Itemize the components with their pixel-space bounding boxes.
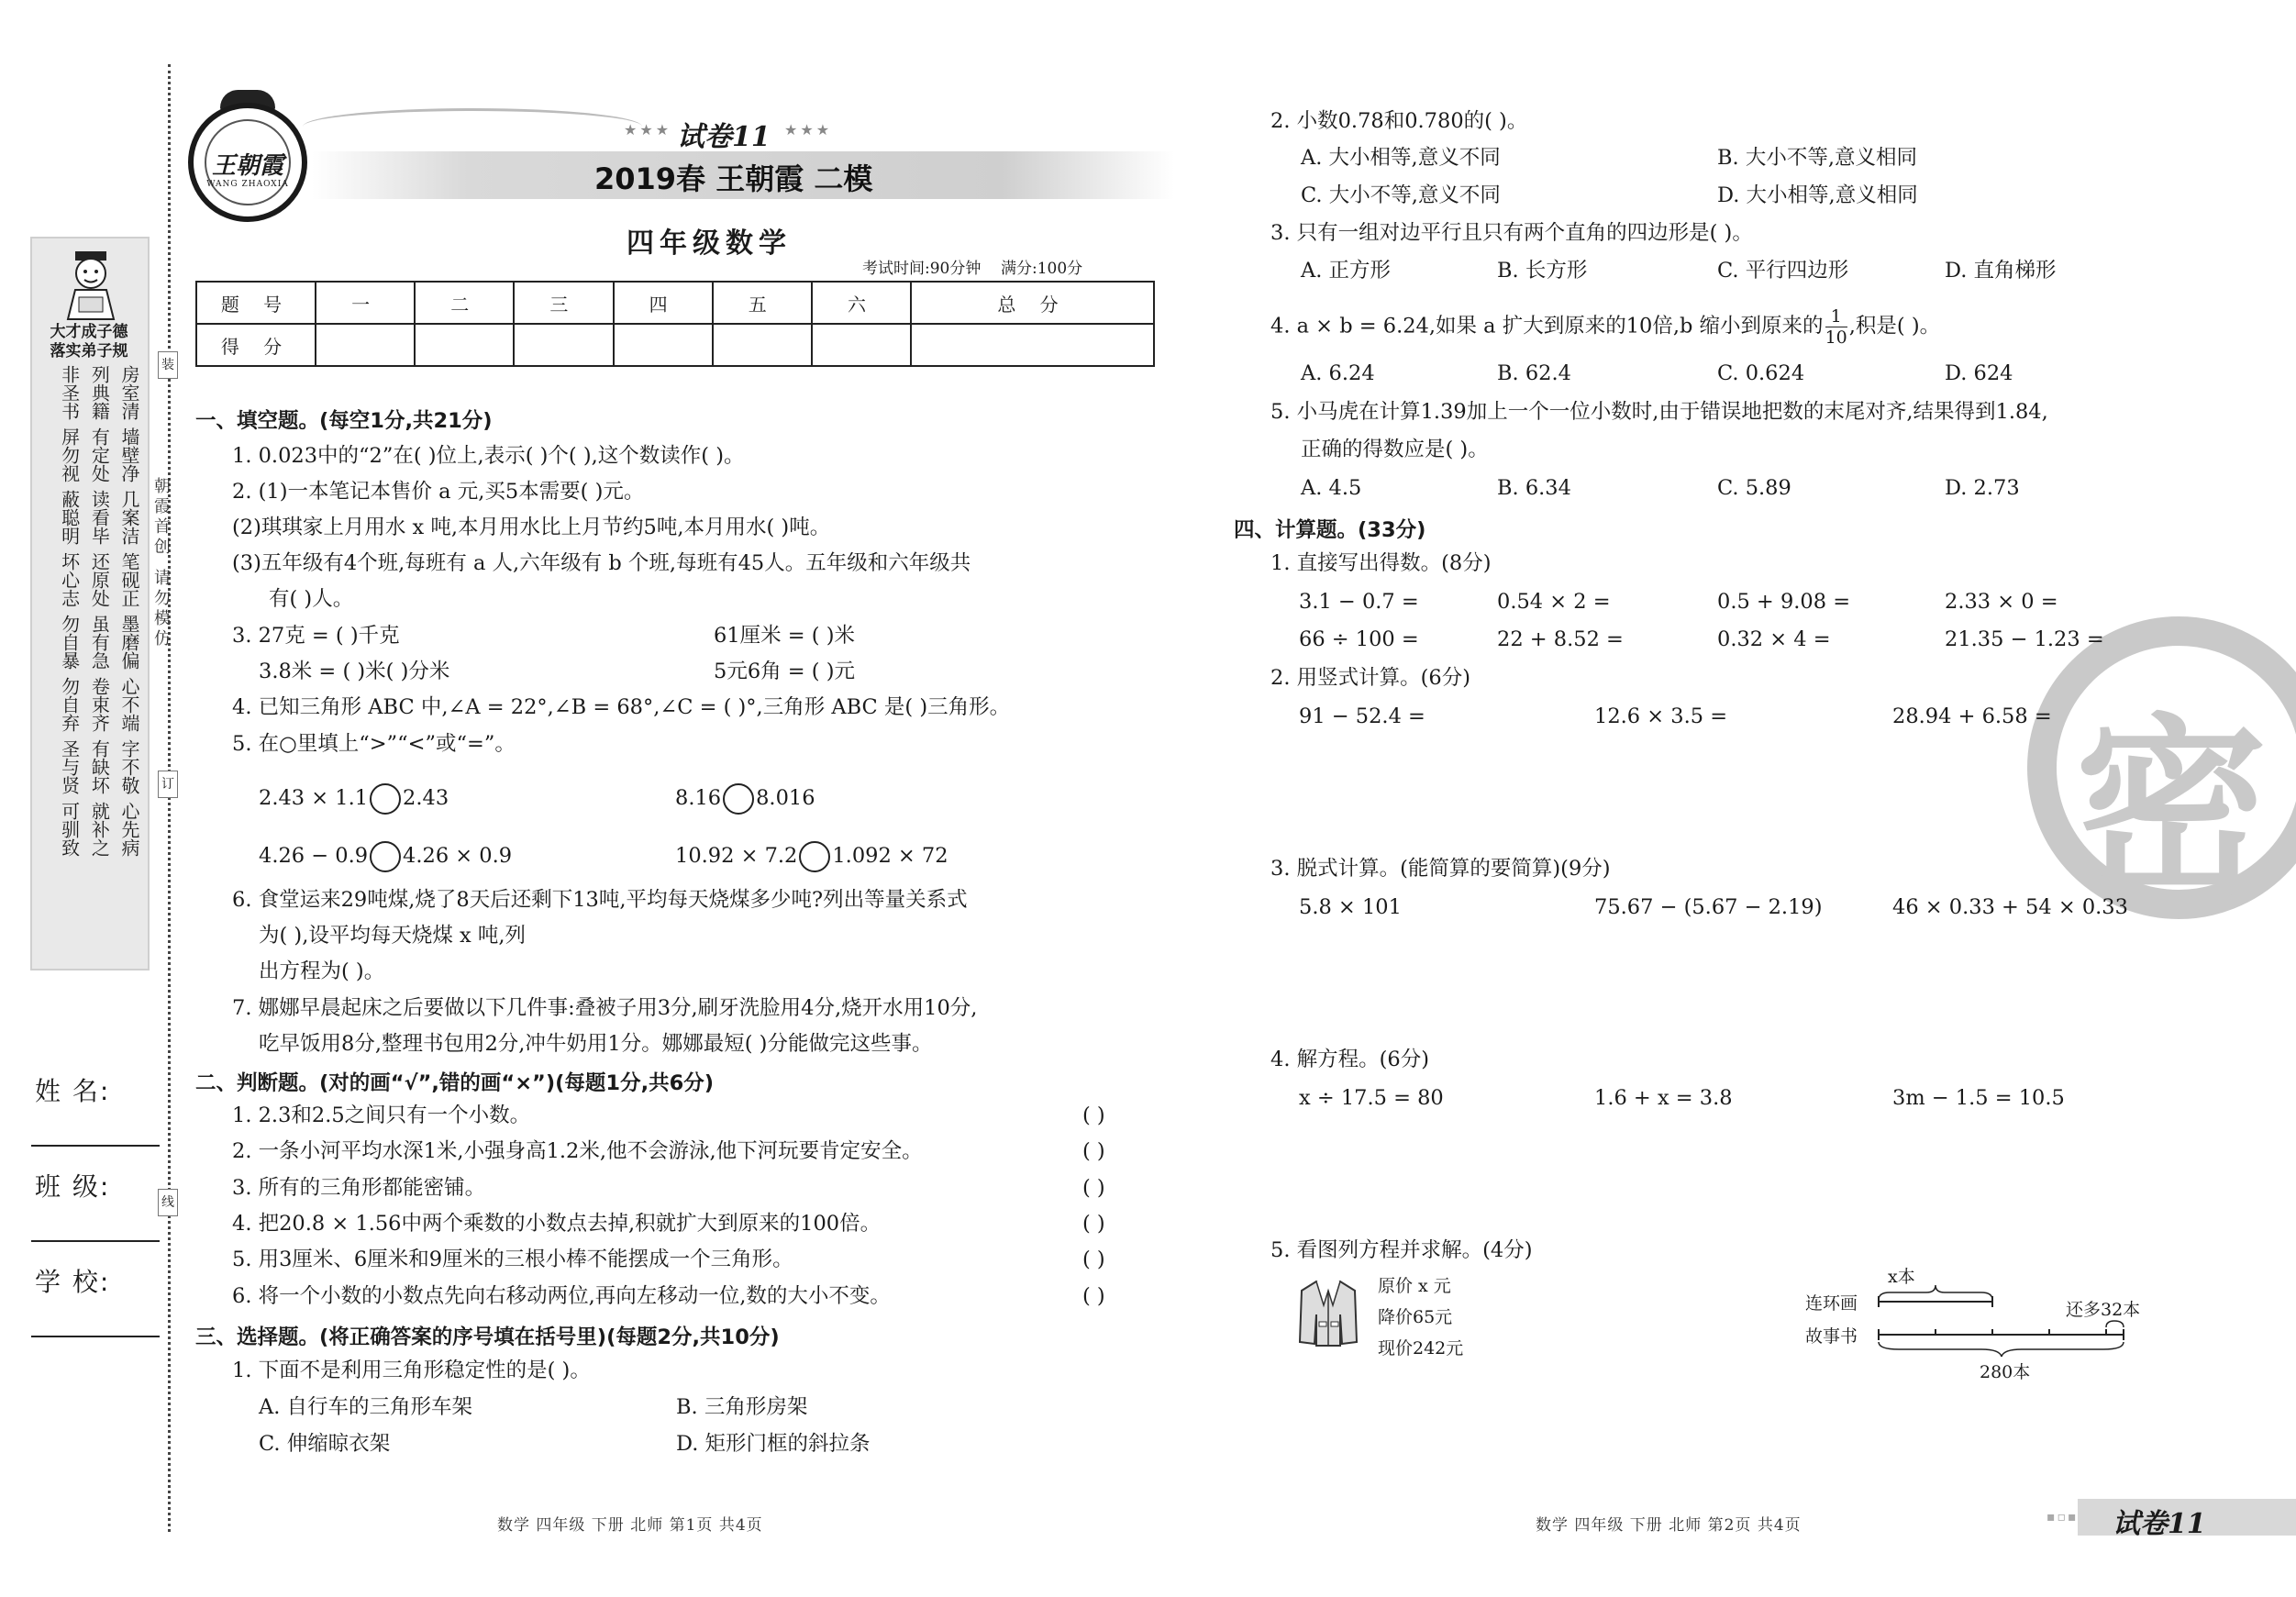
binding-mark-1: 装 bbox=[158, 351, 178, 379]
jacket-illustration bbox=[1298, 1278, 1359, 1347]
score-header-cell: 三 bbox=[514, 282, 613, 324]
compare-item bbox=[259, 783, 449, 815]
compare-circle[interactable] bbox=[723, 783, 754, 815]
judge-bracket[interactable]: ( ) bbox=[1082, 1139, 1105, 1163]
s3-q3-option: D. 直角梯形 bbox=[1945, 259, 2057, 283]
score-value-row bbox=[196, 324, 1154, 366]
verse-col: 非圣书 bbox=[58, 365, 81, 420]
compare-circle[interactable] bbox=[370, 783, 401, 815]
verse-col: 圣与贤 bbox=[58, 739, 81, 794]
verse-col: 字不敬 bbox=[117, 739, 140, 794]
stars-left: ★★★ bbox=[624, 121, 672, 139]
binding-mark-2: 订 bbox=[158, 771, 178, 798]
score-cell[interactable] bbox=[911, 324, 1154, 366]
s1-q3-c: 3.8米 = ( )米( )分米 bbox=[259, 660, 450, 683]
s3-q2-option: C. 大小不等,意义不同 bbox=[1301, 183, 1501, 207]
paper-title: 2019春 王朝霞 二模 bbox=[594, 161, 873, 196]
s3-q4-option: B. 62.4 bbox=[1497, 361, 1571, 385]
sidebar-verses bbox=[37, 365, 145, 864]
paper-tab bbox=[2046, 1499, 2296, 1540]
s3-q3: 3. 只有一组对边平行且只有两个直角的四边形是( )。 bbox=[1270, 221, 1753, 245]
equation: 3m − 1.5 = 10.5 bbox=[1892, 1086, 2065, 1110]
judge-bracket[interactable]: ( ) bbox=[1082, 1212, 1105, 1236]
compare-right: 8.016 bbox=[756, 786, 815, 810]
mental-calc: 0.54 × 2 = bbox=[1497, 590, 1611, 614]
s3-q2: 2. 小数0.78和0.780的( )。 bbox=[1270, 109, 1528, 133]
subject-title: 四年级数学 bbox=[627, 227, 792, 260]
s3-q4-option: A. 6.24 bbox=[1301, 361, 1375, 385]
brand-logo bbox=[188, 103, 307, 222]
s3-q1-option: A. 自行车的三角形车架 bbox=[259, 1395, 473, 1419]
mental-calc: 0.32 × 4 = bbox=[1717, 627, 1831, 651]
score-cell[interactable] bbox=[514, 324, 613, 366]
compare-circle[interactable] bbox=[370, 841, 401, 872]
tab-text: 试卷11 bbox=[2113, 1508, 2206, 1540]
section-2-title: 二、判断题。(对的画“√”,错的画“×”)(每题1分,共6分) bbox=[195, 1071, 715, 1095]
judge-bracket[interactable]: ( ) bbox=[1082, 1103, 1105, 1127]
s3-q2-option: D. 大小相等,意义相同 bbox=[1717, 183, 1918, 207]
paper-number: 试卷11 bbox=[677, 121, 771, 153]
compare-item bbox=[675, 783, 815, 815]
verse-group bbox=[37, 802, 145, 857]
s3-q5-option: C. 5.89 bbox=[1717, 476, 1791, 500]
s1-q6b: 为( ),设平均每天烧煤 x 吨,列 bbox=[259, 924, 527, 948]
s3-q5-option: A. 4.5 bbox=[1301, 476, 1362, 500]
score-header-cell: 一 bbox=[316, 282, 415, 324]
exam-time: 考试时间:90分钟 bbox=[862, 260, 982, 278]
score-header-cell: 二 bbox=[415, 282, 514, 324]
verse-col: 心先病 bbox=[117, 802, 140, 857]
section-4-title: 四、计算题。(33分) bbox=[1234, 518, 1426, 542]
s1-q7b: 吃早饭用8分,整理书包用2分,冲牛奶用1分。娜娜最短( )分能做完这些事。 bbox=[259, 1032, 933, 1056]
diagram-story-label: 故事书 bbox=[1805, 1326, 1858, 1347]
score-header-row bbox=[196, 282, 1154, 324]
class-field[interactable] bbox=[31, 1240, 160, 1242]
school-label: 学 校: bbox=[35, 1267, 111, 1297]
name-label: 姓 名: bbox=[35, 1076, 111, 1106]
verse-col: 有定处 bbox=[88, 427, 111, 482]
ribbon-decoration bbox=[303, 108, 642, 145]
verse-group bbox=[37, 365, 145, 420]
s1-q6: 6. 食堂运来29吨煤,烧了8天后还剩下13吨,平均每天烧煤多少吨?列出等量关系式 bbox=[232, 888, 968, 912]
s1-q1: 1. 0.023中的“2”在( )位上,表示( )个( ),这个数读作( )。 bbox=[232, 444, 745, 468]
diagram-x-label: x本 bbox=[1888, 1267, 1915, 1287]
stars-right: ★★★ bbox=[784, 121, 833, 139]
s3-q1-option: B. 三角形房架 bbox=[676, 1395, 808, 1419]
s3-q3-option: A. 正方形 bbox=[1301, 259, 1392, 283]
price-current: 现价242元 bbox=[1378, 1338, 1464, 1359]
name-field[interactable] bbox=[31, 1145, 160, 1147]
score-cell[interactable] bbox=[415, 324, 514, 366]
compare-circle[interactable] bbox=[799, 841, 830, 872]
compare-right: 4.26 × 0.9 bbox=[403, 844, 513, 868]
mental-calc: 3.1 − 0.7 = bbox=[1299, 590, 1419, 614]
s3-q1-option: D. 矩形门框的斜拉条 bbox=[676, 1432, 871, 1456]
fraction-numerator: 1 bbox=[1825, 306, 1847, 327]
score-row-label: 得 分 bbox=[196, 324, 316, 366]
mental-calc: 22 + 8.52 = bbox=[1497, 627, 1624, 651]
section-3-title: 三、选择题。(将正确答案的序号填在括号里)(每题2分,共10分) bbox=[195, 1325, 780, 1349]
s1-q5: 5. 在○里填上“>”“<”或“=”。 bbox=[232, 732, 516, 756]
s3-q1-option: C. 伸缩晾衣架 bbox=[259, 1432, 391, 1456]
fraction bbox=[1825, 306, 1847, 348]
s4-p5: 5. 看图列方程并求解。(4分) bbox=[1270, 1238, 1533, 1262]
s1-q3-d: 5元6角 = ( )元 bbox=[714, 660, 855, 683]
verse-col: 坏心志 bbox=[58, 552, 81, 607]
motto-line-1: 大才成子德 bbox=[50, 323, 128, 341]
stepwise-calc: 46 × 0.33 + 54 × 0.33 bbox=[1892, 895, 2128, 919]
s1-q4: 4. 已知三角形 ABC 中,∠A = 22°,∠B = 68°,∠C = ( )°,三角形 ABC 是( )三角形。 bbox=[232, 695, 1011, 719]
verse-group bbox=[37, 677, 145, 732]
diagram-total-label: 280本 bbox=[1980, 1362, 2031, 1382]
verse-col: 列典籍 bbox=[88, 365, 111, 420]
score-cell[interactable] bbox=[713, 324, 812, 366]
s3-q1: 1. 下面不是利用三角形稳定性的是( )。 bbox=[232, 1359, 591, 1382]
s1-q2-2: (2)琪琪家上月用水 x 吨,本月用水比上月节约5吨,本月用水( )吨。 bbox=[232, 516, 831, 539]
compare-right: 2.43 bbox=[403, 786, 449, 810]
verse-group bbox=[37, 490, 145, 545]
score-header-cell: 六 bbox=[812, 282, 911, 324]
motto-line-2: 落实弟子规 bbox=[50, 342, 128, 360]
equation: x ÷ 17.5 = 80 bbox=[1299, 1086, 1444, 1110]
judge-item: 5. 用3厘米、6厘米和9厘米的三根小棒不能摆成一个三角形。 bbox=[232, 1248, 793, 1271]
s3-q5: 5. 小马虎在计算1.39加上一个一位小数时,由于错误地把数的末尾对齐,结果得到1.84, bbox=[1270, 400, 2048, 424]
binding-mark-3: 线 bbox=[158, 1189, 178, 1216]
logo-subtitle: WANG ZHAOXIA bbox=[206, 180, 289, 189]
verse-group bbox=[37, 739, 145, 794]
score-header-cell: 总 分 bbox=[911, 282, 1154, 324]
column-calc: 28.94 + 6.58 = bbox=[1892, 704, 2052, 728]
score-header-cell: 五 bbox=[713, 282, 812, 324]
verse-col: 卷束齐 bbox=[88, 677, 111, 732]
verse-col: 虽有急 bbox=[88, 615, 111, 670]
sidebar-motto bbox=[33, 323, 145, 361]
column-calc: 91 − 52.4 = bbox=[1299, 704, 1425, 728]
s4-p3: 3. 脱式计算。(能简算的要简算)(9分) bbox=[1270, 857, 1611, 881]
mental-calc: 66 ÷ 100 = bbox=[1299, 627, 1419, 651]
verse-col: 还原处 bbox=[88, 552, 111, 607]
judge-item: 2. 一条小河平均水深1米,小强身高1.2米,他不会游泳,他下河玩要肯定安全。 bbox=[232, 1139, 923, 1163]
s1-q6c: 出方程为( )。 bbox=[259, 959, 385, 983]
equation: 1.6 + x = 3.8 bbox=[1594, 1086, 1733, 1110]
s3-q5-option: D. 2.73 bbox=[1945, 476, 2020, 500]
compare-left: 10.92 × 7.2 bbox=[675, 844, 798, 868]
s3-q5b: 正确的得数应是( )。 bbox=[1301, 438, 1489, 461]
confidential-stamp bbox=[2027, 616, 2296, 922]
mental-calc: 0.5 + 9.08 = bbox=[1717, 590, 1851, 614]
price-discount: 降价65元 bbox=[1378, 1307, 1453, 1327]
verse-col: 笔砚正 bbox=[117, 552, 140, 607]
score-table bbox=[195, 281, 1155, 367]
s3-q3-option: B. 长方形 bbox=[1497, 259, 1588, 283]
stepwise-calc: 5.8 × 101 bbox=[1299, 895, 1402, 919]
verse-col: 就补之 bbox=[88, 802, 111, 857]
stamp-char: 密 bbox=[2075, 697, 2268, 922]
section-1-title: 一、填空题。(每空1分,共21分) bbox=[195, 409, 493, 433]
s1-q2-3: (3)五年级有4个班,每班有 a 人,六年级有 b 个班,每班有45人。五年级和六年级共 bbox=[232, 551, 971, 575]
compare-item bbox=[259, 841, 512, 872]
s4-p1: 1. 直接写出得数。(8分) bbox=[1270, 551, 1492, 575]
s1-q3-a: 3. 27克 = ( )千克 bbox=[232, 624, 400, 648]
verse-group bbox=[37, 552, 145, 607]
verse-col: 墙壁净 bbox=[117, 427, 140, 482]
s1-q3-b: 61厘米 = ( )米 bbox=[714, 624, 855, 648]
verse-group bbox=[37, 615, 145, 670]
diagram-comic-label: 连环画 bbox=[1805, 1293, 1858, 1314]
judge-bracket[interactable]: ( ) bbox=[1082, 1248, 1105, 1271]
s3-q4-option: C. 0.624 bbox=[1717, 361, 1805, 385]
verse-col: 可驯致 bbox=[58, 802, 81, 857]
s1-q7: 7. 娜娜早晨起床之后要做以下几件事:叠被子用3分,刷牙洗脸用4分,烧开水用10分, bbox=[232, 996, 978, 1020]
price-original: 原价 x 元 bbox=[1378, 1276, 1451, 1296]
verse-col: 墨磨偏 bbox=[117, 615, 140, 670]
full-score: 满分:100分 bbox=[1000, 260, 1083, 278]
verse-col: 几案洁 bbox=[117, 490, 140, 545]
column-calc: 12.6 × 3.5 = bbox=[1594, 704, 1728, 728]
s3-q4 bbox=[1270, 306, 1940, 348]
compare-left: 8.16 bbox=[675, 786, 722, 810]
s4-p4: 4. 解方程。(6分) bbox=[1270, 1048, 1429, 1071]
binding-line bbox=[168, 64, 171, 1532]
stepwise-calc: 75.67 − (5.67 − 2.19) bbox=[1594, 895, 1823, 919]
verse-col: 勿自弃 bbox=[58, 677, 81, 732]
verse-col: 屏勿视 bbox=[58, 427, 81, 482]
s3-q2-option: A. 大小相等,意义不同 bbox=[1301, 146, 1501, 170]
footer-left: 数学 四年级 下册 北师 第1页 共4页 bbox=[497, 1516, 763, 1535]
judge-item: 1. 2.3和2.5之间只有一个小数。 bbox=[232, 1103, 531, 1127]
score-cell[interactable] bbox=[614, 324, 713, 366]
compare-item bbox=[675, 841, 948, 872]
vertical-note-2: 请勿模仿 bbox=[151, 569, 171, 649]
compare-left: 4.26 − 0.9 bbox=[259, 844, 369, 868]
verse-col: 蔽聪明 bbox=[58, 490, 81, 545]
s1-q2-3b: 有( )人。 bbox=[269, 587, 354, 611]
verse-col: 心不端 bbox=[117, 677, 140, 732]
mental-calc: 2.33 × 0 = bbox=[1945, 590, 2058, 614]
school-field[interactable] bbox=[31, 1336, 160, 1337]
verse-col: 勿自暴 bbox=[58, 615, 81, 670]
score-header-cell: 题 号 bbox=[196, 282, 316, 324]
compare-right: 1.092 × 72 bbox=[832, 844, 948, 868]
verse-col: 有缺坏 bbox=[88, 739, 111, 794]
s3-q4-option: D. 624 bbox=[1945, 361, 2013, 385]
tab-dots-icon: ▪▫▪ bbox=[2046, 1510, 2079, 1525]
verse-col: 读看毕 bbox=[88, 490, 111, 545]
compare-left: 2.43 × 1.1 bbox=[259, 786, 369, 810]
s1-q2: 2. (1)一本笔记本售价 a 元,买5本需要( )元。 bbox=[232, 480, 645, 504]
mental-calc: 21.35 − 1.23 = bbox=[1945, 627, 2104, 651]
class-label: 班 级: bbox=[35, 1171, 111, 1202]
s3-q4-text: 4. a × b = 6.24,如果 a 扩大到原来的10倍,b 缩小到原来的 bbox=[1270, 314, 1824, 338]
scholar-illustration bbox=[55, 246, 127, 321]
s3-q3-option: C. 平行四边形 bbox=[1717, 259, 1849, 283]
s4-p2: 2. 用竖式计算。(6分) bbox=[1270, 666, 1470, 690]
judge-item: 4. 把20.8 × 1.56中两个乘数的小数点去掉,积就扩大到原来的100倍。 bbox=[232, 1212, 882, 1236]
logo-name: 王朝霞 bbox=[211, 152, 283, 180]
score-cell[interactable] bbox=[812, 324, 911, 366]
judge-bracket[interactable]: ( ) bbox=[1082, 1284, 1105, 1308]
judge-bracket[interactable]: ( ) bbox=[1082, 1176, 1105, 1200]
judge-item: 6. 将一个小数的小数点先向右移动两位,再向左移动一位,数的大小不变。 bbox=[232, 1284, 891, 1308]
exam-info bbox=[862, 255, 1082, 278]
score-cell[interactable] bbox=[316, 324, 415, 366]
footer-right: 数学 四年级 下册 北师 第2页 共4页 bbox=[1536, 1516, 1802, 1535]
s3-q4-text-end: ,积是( )。 bbox=[1848, 314, 1941, 338]
verse-col: 房室清 bbox=[117, 365, 140, 420]
judge-item: 3. 所有的三角形都能密铺。 bbox=[232, 1176, 486, 1200]
diagram-more-label: 还多32本 bbox=[2066, 1300, 2141, 1320]
fraction-denominator: 10 bbox=[1825, 327, 1847, 348]
vertical-note-1: 朝霞首创 bbox=[151, 477, 171, 558]
s3-q2-option: B. 大小不等,意义相同 bbox=[1717, 146, 1917, 170]
s3-q5-option: B. 6.34 bbox=[1497, 476, 1571, 500]
verse-group bbox=[37, 427, 145, 482]
score-header-cell: 四 bbox=[614, 282, 713, 324]
